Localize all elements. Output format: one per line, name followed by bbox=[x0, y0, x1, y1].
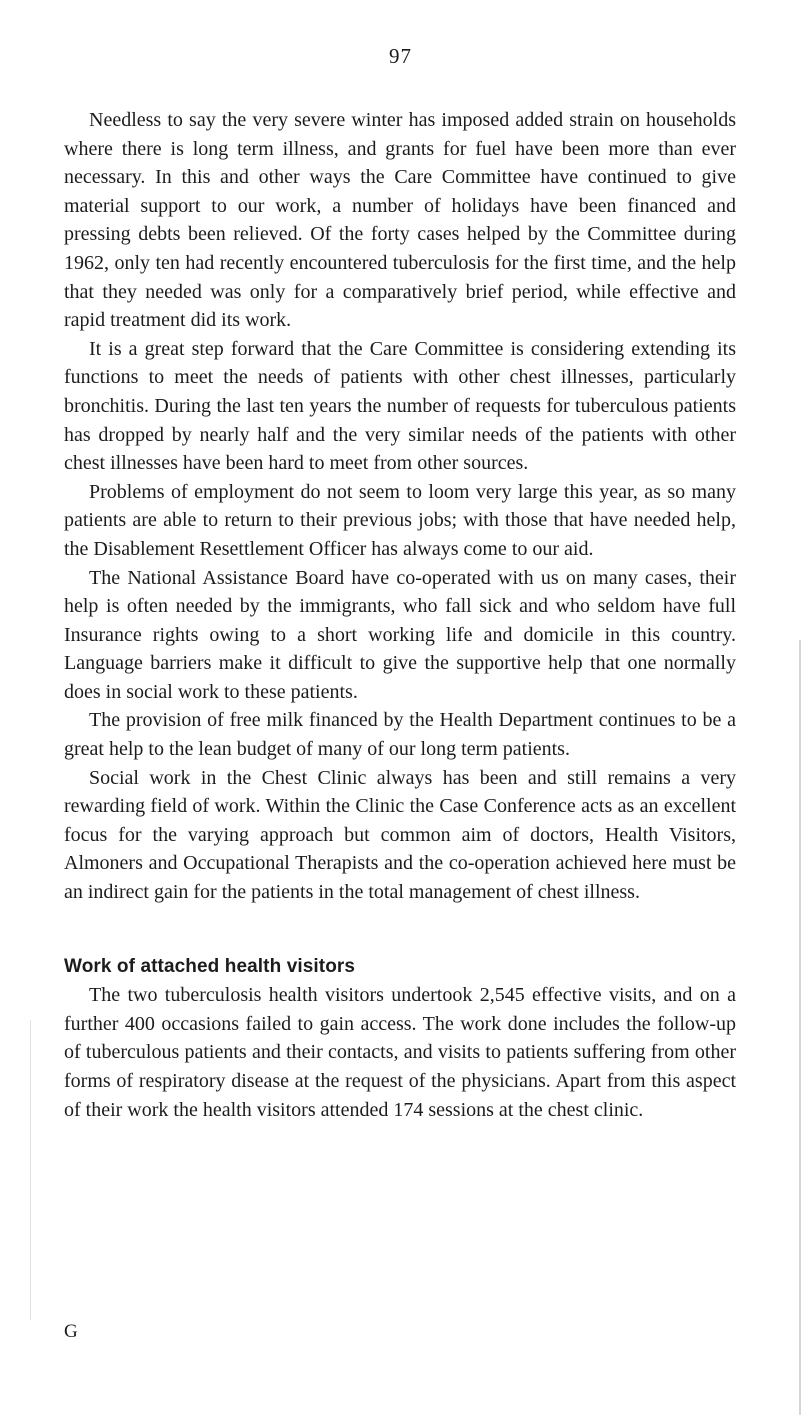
paragraph-care-committee: It is a great step forward that the Care Committee is considering extending its functions to meet the needs of patients with other chest illnesses, particularly bronchitis. During the last ten years the number of requests for tuberculous patients has dropped by nearly half and the very similar needs of the patients with other chest illnesses have been hard to meet from other sources. bbox=[64, 337, 736, 475]
paragraph-national-assistance: The National Assistance Board have co-operated with us on many cases, their help is often needed by the immigrants, who fall sick and who seldom have full Insurance rights owing to a short working life and domicile in this country. Language barriers make it difficult to give the supportive help that one normally does in social work to these patients. bbox=[64, 566, 736, 703]
paragraph-health-visitors: The two tuberculosis health visitors undertook 2,545 effective visits, and on a further 400 occasions failed to gain access. The work done includes the follow-up of tuberculous patients and their contacts, and visits to patients suffering from other forms of respiratory disease at the request of the physicians. Apart from this aspect of their work the health visitors attended 174 sessions at the chest clinic. bbox=[64, 984, 736, 1121]
page-number: 97 bbox=[389, 44, 412, 68]
signature-mark: G bbox=[64, 1321, 78, 1342]
paragraph-social-work: Social work in the Chest Clinic always has been and still remains a very rewarding field of work. Within the Clinic the Case Conference acts as an excellent focus for the varying approach but common aim of doctors, Health Visitors, Almoners and Occupational Therapists and the co-operation achieved here must be an indirect gain for the patients in the total management of chest illness. bbox=[64, 766, 736, 904]
section-heading: Work of attached health visitors bbox=[64, 955, 356, 977]
paragraph-free-milk: The provision of free milk financed by the Health Department continues to be a great help to the lean budget of many of our long term patients. bbox=[64, 709, 736, 761]
document-body bbox=[64, 106, 736, 1124]
paragraph-employment: Problems of employment do not seem to loom very large this year, as so many patients are able to return to their previous jobs; with those that have needed help, the Disablement Resettlement Officer has always come to our aid. bbox=[64, 480, 736, 560]
scan-artifact-line bbox=[30, 1020, 31, 1320]
paragraph-winter-strain: Needless to say the very severe winter has imposed added strain on households where there is long term illness, and grants for fuel have been more than ever necessary. In this and other ways the Care Committee have continued to give material support to our work, a number of holidays have been financed and pressing debts been relieved. Of the forty cases helped by the Committee during 1962, only ten had recently encountered tuberculosis for the first time, and the help that they needed was only for a comparatively brief period, while effective and rapid treatment did its work. bbox=[64, 109, 736, 332]
